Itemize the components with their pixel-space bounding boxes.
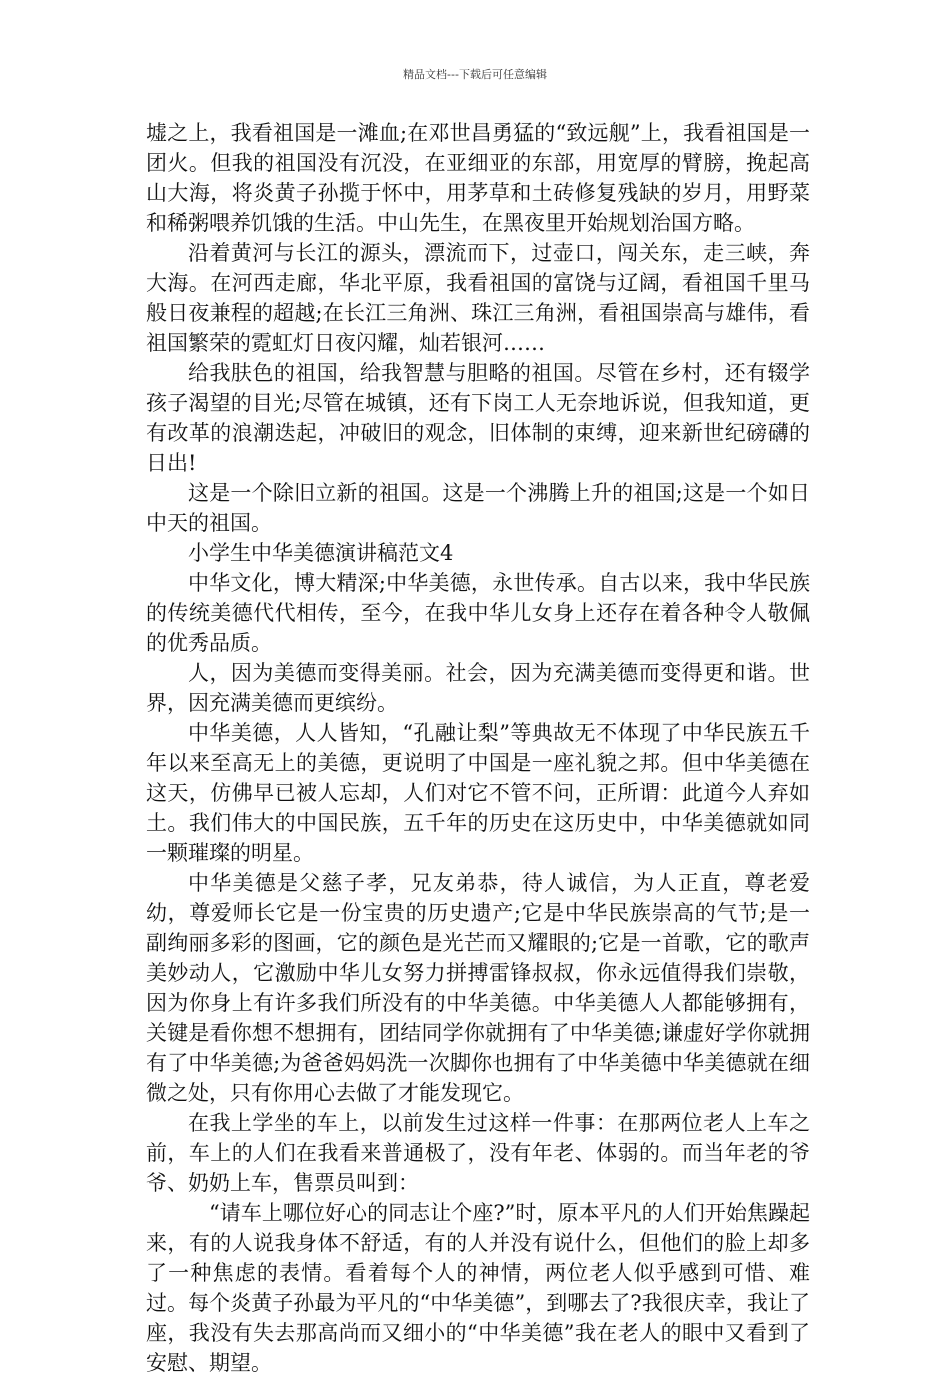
page-header: 精品文档---下载后可任意编辑 bbox=[403, 68, 547, 81]
document-body bbox=[146, 118, 810, 1378]
paragraph-5: 中华文化，博大精深;中华美德，永世传承。自古以来，我中华民族的传统美德代代相传，至今，在我中华儿女身上还存在着各种令人敬佩的优秀品质。 bbox=[146, 571, 810, 655]
paragraph-3: 给我肤色的祖国，给我智慧与胆略的祖国。尽管在乡村，还有辍学孩子渴望的目光;尽管在城镇，还有下岗工人无奈地诉说，但我知道，更有改革的浪潮迭起，冲破旧的观念，旧体制的束缚，迎来新世纪磅礴的日出! bbox=[146, 361, 810, 475]
section-title: 小学生中华美德演讲稿范文4 bbox=[188, 541, 454, 565]
paragraph-6: 人，因为美德而变得美丽。社会，因为充满美德而变得更和谐。世界，因充满美德而更缤纷。 bbox=[146, 661, 810, 715]
paragraph-4: 这是一个除旧立新的祖国。这是一个沸腾上升的祖国;这是一个如日中天的祖国。 bbox=[146, 481, 810, 535]
paragraph-7: 中华美德，人人皆知，“孔融让梨”等典故无不体现了中华民族五千年以来至高无上的美德，更说明了中国是一座礼貌之邦。但中华美德在这天，仿佛早已被人忘却，人们对它不管不问，正所谓：此道今人弃如土。我们伟大的中国民族，五千年的历史在这历史中，中华美德就如同一颗璀璨的明星。 bbox=[146, 721, 810, 865]
paragraph-2: 沿着黄河与长江的源头，漂流而下，过壶口，闯关东，走三峡，奔大海。在河西走廊，华北平原，我看祖国的富饶与辽阔，看祖国千里马般日夜兼程的超越;在长江三角洲、珠江三角洲，看祖国崇高与雄伟，看祖国繁荣的霓虹灯日夜闪耀，灿若银河…… bbox=[146, 241, 810, 355]
paragraph-1: 墟之上，我看祖国是一滩血;在邓世昌勇猛的“致远舰”上，我看祖国是一团火。但我的祖国没有沉没，在亚细亚的东部，用宽厚的臂膀，挽起高山大海，将炎黄子孙揽于怀中，用茅草和土砖修复残缺的岁月，用野菜和稀粥喂养饥饿的生活。中山先生，在黑夜里开始规划治国方略。 bbox=[146, 121, 810, 235]
paragraph-9: 在我上学坐的车上，以前发生过这样一件事：在那两位老人上车之前，车上的人们在我看来普通极了，没有年老、体弱的。而当年老的爷爷、奶奶上车，售票员叫到： bbox=[146, 1111, 810, 1195]
paragraph-10: “请车上哪位好心的同志让个座?”时，原本平凡的人们开始焦躁起来，有的人说我身体不舒适，有的人并没有说什么，但他们的脸上却多了一种焦虑的表情。看着每个人的神情，两位老人似乎感到可惜、难过。每个炎黄子孙最为平凡的“中华美德”，到哪去了?我很庆幸，我让了座，我没有失去那高尚而又细小的“中华美德”我在老人的眼中又看到了安慰、期望。 bbox=[146, 1201, 810, 1375]
paragraph-8: 中华美德是父慈子孝，兄友弟恭，待人诚信，为人正直，尊老爱幼，尊爱师长它是一份宝贵的历史遗产;它是中华民族崇高的气节;是一副绚丽多彩的图画，它的颜色是光芒而又耀眼的;它是一首歌，它的歌声美妙动人，它激励中华儿女努力拼搏雷锋叔叔，你永远值得我们崇敬，因为你身上有许多我们所没有的中华美德。中华美德人人都能够拥有，关键是看你想不想拥有，团结同学你就拥有了中华美德;谦虚好学你就拥有了中华美德;为爸爸妈妈洗一次脚你也拥有了中华美德中华美德就在细微之处，只有你用心去做了才能发现它。 bbox=[146, 871, 810, 1105]
